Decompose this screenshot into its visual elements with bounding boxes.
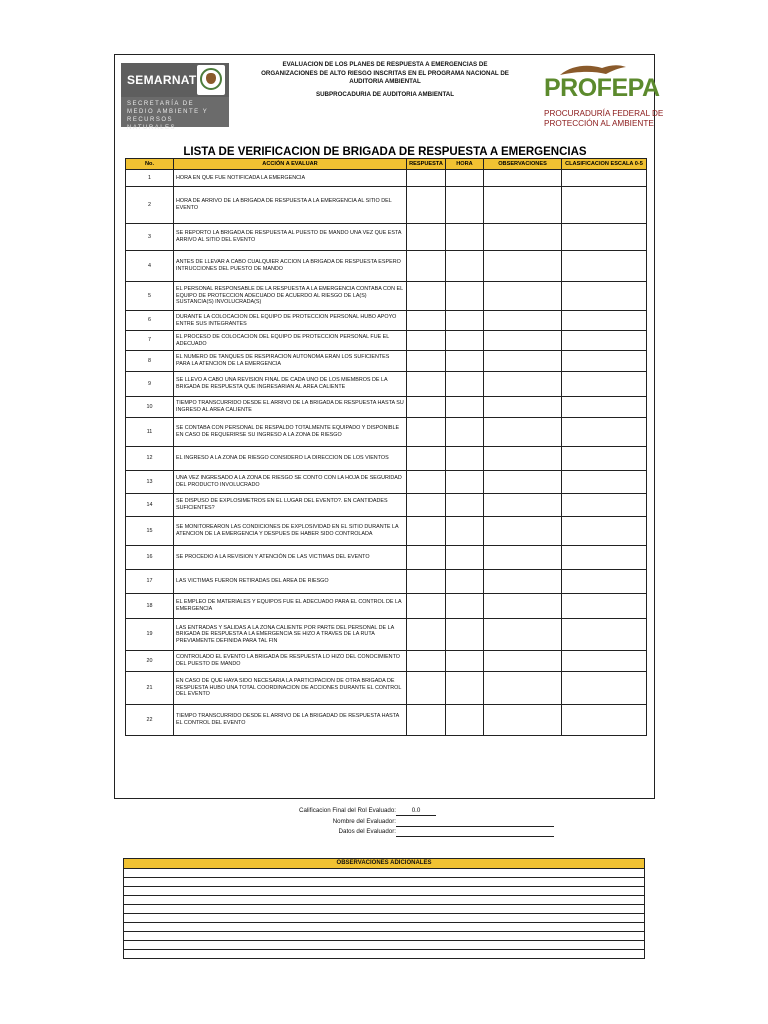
- observation-line[interactable]: [124, 932, 645, 941]
- action-to-evaluate: SE REPORTO LA BRIGADA DE RESPUESTA AL PUESTO DE MANDO UNA VEZ QUE ESTA ARRIVO AL SITIO DEL EVENTO: [174, 224, 407, 251]
- row-number: 3: [126, 224, 174, 251]
- checklist-row: [126, 397, 647, 418]
- time-cell[interactable]: [446, 705, 484, 736]
- observations-cell[interactable]: [484, 418, 562, 447]
- time-cell[interactable]: [446, 570, 484, 594]
- action-to-evaluate: TIEMPO TRANSCURRIDO DESDE EL ARRIVO DE LA BRIGADA DE RESPUESTA HASTA SU INGRESO AL AREA CALIENTE: [174, 397, 407, 418]
- evaluator-data-label: Datos del Evaluador:: [338, 828, 396, 835]
- semarnat-logo: [121, 63, 229, 131]
- checklist-row: [126, 331, 647, 351]
- semarnat-subtitle-line: RECURSOS NATURALES: [127, 117, 177, 131]
- checklist-row: [126, 251, 647, 282]
- action-to-evaluate: EL INGRESO A LA ZONA DE RIESGO CONSIDERO LA DIRECCION DE LOS VIENTOS: [174, 447, 407, 471]
- header-title-line: EVALUACION DE LOS PLANES DE RESPUESTA A EMERGENCIAS DE: [282, 61, 488, 68]
- rating-cell[interactable]: [562, 282, 647, 311]
- checklist-row: [126, 517, 647, 546]
- response-cell[interactable]: [407, 705, 446, 736]
- checklist-row: [126, 471, 647, 494]
- observations-cell[interactable]: [484, 471, 562, 494]
- response-cell[interactable]: [407, 651, 446, 672]
- time-cell[interactable]: [446, 187, 484, 224]
- final-score-label: Calificacion Final del Rol Evaluado:: [299, 807, 396, 814]
- semarnat-name: SEMARNAT: [127, 73, 197, 87]
- observation-line[interactable]: [124, 914, 645, 923]
- action-to-evaluate: CONTROLADO EL EVENTO LA BRIGADA DE RESPUESTA LO HIZO DEL CONOCIMIENTO DEL PUESTO DE MANDO: [174, 651, 407, 672]
- observations-cell[interactable]: [484, 311, 562, 331]
- time-cell[interactable]: [446, 447, 484, 471]
- observations-cell[interactable]: [484, 397, 562, 418]
- rating-cell[interactable]: [562, 311, 647, 331]
- action-to-evaluate: SE PROCEDIO A LA REVISION Y ATENCIÓN DE LAS VICTIMAS DEL EVENTO: [174, 546, 407, 570]
- checklist-row: [126, 594, 647, 619]
- observation-line[interactable]: [124, 896, 645, 905]
- checklist-row: [126, 311, 647, 331]
- action-to-evaluate: TIEMPO TRANSCURRIDO DESDE EL ARRIVO DE LA BRIGADAD DE RESPUESTA HASTA EL CONTROL DEL EVENTO: [174, 705, 407, 736]
- observations-cell[interactable]: [484, 351, 562, 372]
- column-header-response: RESPUESTA: [407, 159, 446, 170]
- row-number: 22: [126, 705, 174, 736]
- response-cell[interactable]: [407, 494, 446, 517]
- column-header-observations: OBSERVACIONES: [484, 159, 562, 170]
- checklist-table: [125, 158, 647, 736]
- column-header-rating: CLASIFICACION ESCALA 0-5: [562, 159, 647, 170]
- response-cell[interactable]: [407, 594, 446, 619]
- checklist-row: [126, 447, 647, 471]
- row-number: 19: [126, 619, 174, 651]
- action-to-evaluate: HORA EN QUE FUE NOTIFICADA LA EMERGENCIA: [174, 170, 407, 187]
- rating-cell[interactable]: [562, 331, 647, 351]
- row-number: 14: [126, 494, 174, 517]
- response-cell[interactable]: [407, 517, 446, 546]
- checklist-row: [126, 705, 647, 736]
- action-to-evaluate: EL PROCESO DE COLOCACION DEL EQUIPO DE PROTECCION PERSONAL FUE EL ADECUADO: [174, 331, 407, 351]
- row-number: 4: [126, 251, 174, 282]
- rating-cell[interactable]: [562, 351, 647, 372]
- action-to-evaluate: LAS VICTIMAS FUERON RETIRADAS DEL AREA DE RIESGO: [174, 570, 407, 594]
- observations-title: OBSERVACIONES ADICIONALES: [124, 859, 645, 869]
- observations-cell[interactable]: [484, 447, 562, 471]
- profepa-name: PROFEPA: [544, 74, 660, 102]
- observation-line[interactable]: [124, 878, 645, 887]
- row-number: 15: [126, 517, 174, 546]
- action-to-evaluate: SE MONITOREARON LAS CONDICIONES DE EXPLOSIVIDAD EN EL SITIO DURANTE LA ATENCION DE LA EMERGENCIA Y DESPUES DE HABER SIDO CONTROLADA: [174, 517, 407, 546]
- observation-line[interactable]: [124, 905, 645, 914]
- rating-cell[interactable]: [562, 418, 647, 447]
- rating-cell[interactable]: [562, 372, 647, 397]
- row-number: 17: [126, 570, 174, 594]
- checklist-header-row: [126, 159, 647, 170]
- checklist-row: [126, 418, 647, 447]
- action-to-evaluate: EL PERSONAL RESPONSABLE DE LA RESPUESTA A LA EMERGENCIA CONTABA CON EL EQUIPO DE PROTECCION ADECUADO DE ACUERDO AL RIESGO DE LA(S) SUSTANCIA(S) INVOLUCRADA(S): [174, 282, 407, 311]
- time-cell[interactable]: [446, 251, 484, 282]
- time-cell[interactable]: [446, 282, 484, 311]
- header-title-line: ORGANIZACIONES DE ALTO RIESGO INSCRITAS EN EL PROGRAMA NACIONAL DE: [261, 69, 509, 77]
- response-cell[interactable]: [407, 224, 446, 251]
- row-number: 21: [126, 672, 174, 705]
- rating-cell[interactable]: [562, 187, 647, 224]
- time-cell[interactable]: [446, 311, 484, 331]
- time-cell[interactable]: [446, 372, 484, 397]
- time-cell[interactable]: [446, 619, 484, 651]
- evaluator-data-field[interactable]: [396, 836, 554, 837]
- rating-cell[interactable]: [562, 471, 647, 494]
- rating-cell[interactable]: [562, 170, 647, 187]
- observation-line[interactable]: [124, 869, 645, 878]
- checklist-row: [126, 372, 647, 397]
- row-number: 20: [126, 651, 174, 672]
- observations-cell[interactable]: [484, 494, 562, 517]
- response-cell[interactable]: [407, 251, 446, 282]
- row-number: 12: [126, 447, 174, 471]
- action-to-evaluate: UNA VEZ INGRESADO A LA ZONA DE RIESGO SE CONTO CON LA HOJA DE SEGURIDAD DEL PRODUCTO INVOLUCRADO: [174, 471, 407, 494]
- semarnat-subtitle-line: MEDIO AMBIENTE Y: [127, 109, 209, 115]
- observations-cell[interactable]: [484, 331, 562, 351]
- rating-cell[interactable]: [562, 570, 647, 594]
- document-header: [245, 61, 525, 99]
- checklist-row: [126, 187, 647, 224]
- observations-cell[interactable]: [484, 546, 562, 570]
- rating-cell[interactable]: [562, 705, 647, 736]
- time-cell[interactable]: [446, 331, 484, 351]
- rating-cell[interactable]: [562, 517, 647, 546]
- semarnat-subtitle-line: SECRETARÍA DE: [127, 101, 195, 107]
- time-cell[interactable]: [446, 471, 484, 494]
- row-number: 5: [126, 282, 174, 311]
- response-cell[interactable]: [407, 187, 446, 224]
- rating-cell[interactable]: [562, 546, 647, 570]
- action-to-evaluate: ANTES DE LLEVAR A CABO CUALQUIER ACCION LA BRIGADA DE RESPUESTA ESPERO INTRUCCIONES DEL PUESTO DE MANDO: [174, 251, 407, 282]
- action-to-evaluate: SE DISPUSO DE EXPLOSIMETROS EN EL LUGAR DEL EVENTO?. EN CANTIDADES SUFICIENTES?: [174, 494, 407, 517]
- row-number: 16: [126, 546, 174, 570]
- profepa-tagline-line: PROTECCIÓN AL AMBIENTE: [544, 118, 654, 128]
- rating-cell[interactable]: [562, 224, 647, 251]
- row-number: 9: [126, 372, 174, 397]
- observation-line[interactable]: [124, 941, 645, 950]
- response-cell[interactable]: [407, 418, 446, 447]
- observations-cell[interactable]: [484, 372, 562, 397]
- row-number: 8: [126, 351, 174, 372]
- response-cell[interactable]: [407, 170, 446, 187]
- observation-line[interactable]: [124, 887, 645, 896]
- time-cell[interactable]: [446, 546, 484, 570]
- observations-cell[interactable]: [484, 651, 562, 672]
- row-number: 13: [126, 471, 174, 494]
- time-cell[interactable]: [446, 594, 484, 619]
- checklist-row: [126, 351, 647, 372]
- time-cell[interactable]: [446, 651, 484, 672]
- response-cell[interactable]: [407, 311, 446, 331]
- observations-cell[interactable]: [484, 672, 562, 705]
- checklist-row: [126, 651, 647, 672]
- observations-cell[interactable]: [484, 705, 562, 736]
- row-number: 2: [126, 187, 174, 224]
- time-cell[interactable]: [446, 672, 484, 705]
- observations-cell[interactable]: [484, 170, 562, 187]
- form-sheet: [114, 54, 664, 799]
- action-to-evaluate: EL NUMERO DE TANQUES DE RESPIRACION AUTONOMA ERAN LOS SUFICIENTES PARA LA ATENCION DE LA EMERGENCIA: [174, 351, 407, 372]
- time-cell[interactable]: [446, 418, 484, 447]
- checklist-row: [126, 494, 647, 517]
- rating-cell[interactable]: [562, 494, 647, 517]
- time-cell[interactable]: [446, 224, 484, 251]
- time-cell[interactable]: [446, 351, 484, 372]
- evaluator-name-field[interactable]: [396, 826, 554, 827]
- action-to-evaluate: DURANTE LA COLOCACION DEL EQUIPO DE PROTECCION PERSONAL HUBO APOYO ENTRE SUS INTEGRANTES: [174, 311, 407, 331]
- mexico-seal-icon: [197, 65, 225, 95]
- rating-cell[interactable]: [562, 251, 647, 282]
- observations-cell[interactable]: [484, 594, 562, 619]
- response-cell[interactable]: [407, 619, 446, 651]
- time-cell[interactable]: [446, 170, 484, 187]
- rating-cell[interactable]: [562, 651, 647, 672]
- rating-cell[interactable]: [562, 447, 647, 471]
- action-to-evaluate: HORA DE ARRIVO DE LA BRIGADA DE RESPUESTA A LA EMERGENCIA AL SITIO DEL EVENTO: [174, 187, 407, 224]
- checklist-row: [126, 224, 647, 251]
- response-cell[interactable]: [407, 351, 446, 372]
- action-to-evaluate: LAS ENTRADAS Y SALIDAS A LA ZONA CALIENTE POR PARTE DEL PERSONAL DE LA BRIGADA DE RESPUESTA A LA EMERGENCIA SE HIZO A TRAVES DE LA RUTA PREVIAMENTE DEFINIDA PARA TAL FIN: [174, 619, 407, 651]
- header-subtitle: SUBPROCADURIA DE AUDITORIA AMBIENTAL: [315, 90, 455, 98]
- action-to-evaluate: SE CONTABA CON PERSONAL DE RESPALDO TOTALMENTE EQUIPADO Y DISPONIBLE EN CASO DE REQUERIRSE SU INGRESO A LA ZONA DE RIESGO: [174, 418, 407, 447]
- time-cell[interactable]: [446, 397, 484, 418]
- observations-cell[interactable]: [484, 517, 562, 546]
- response-cell[interactable]: [407, 546, 446, 570]
- observations-cell[interactable]: [484, 619, 562, 651]
- profepa-tagline-line: PROCURADURÍA FEDERAL DE: [544, 109, 664, 118]
- response-cell[interactable]: [407, 570, 446, 594]
- evaluator-name-label: Nombre del Evaluador:: [332, 818, 396, 825]
- checklist-row: [126, 282, 647, 311]
- action-to-evaluate: EL EMPLEO DE MATERIALES Y EQUIPOS FUE EL ADECUADO PARA EL CONTROL DE LA EMERGENCIA: [174, 594, 407, 619]
- row-number: 6: [126, 311, 174, 331]
- column-header-number: No.: [126, 159, 174, 170]
- action-to-evaluate: SE LLEVO A CABO UNA REVISION FINAL DE CADA UNO DE LOS MIEMBROS DE LA BRIGADA DE RESPUESTA QUE INGRESARIAN AL AREA CALIENTE: [174, 372, 407, 397]
- checklist-row: [126, 170, 647, 187]
- observations-cell[interactable]: [484, 282, 562, 311]
- observations-cell[interactable]: [484, 251, 562, 282]
- response-cell[interactable]: [407, 282, 446, 311]
- column-header-time: HORA: [446, 159, 484, 170]
- response-cell[interactable]: [407, 331, 446, 351]
- response-cell[interactable]: [407, 672, 446, 705]
- time-cell[interactable]: [446, 494, 484, 517]
- checklist-row: [126, 619, 647, 651]
- observations-table: [123, 858, 645, 959]
- observations-cell[interactable]: [484, 224, 562, 251]
- observations-cell[interactable]: [484, 187, 562, 224]
- response-cell[interactable]: [407, 471, 446, 494]
- checklist-row: [126, 570, 647, 594]
- column-header-action: ACCIÓN A EVALUAR: [174, 159, 407, 170]
- form-title: LISTA DE VERIFICACION DE BRIGADA DE RESPUESTA A EMERGENCIAS: [183, 146, 587, 158]
- response-cell[interactable]: [407, 372, 446, 397]
- response-cell[interactable]: [407, 447, 446, 471]
- time-cell[interactable]: [446, 517, 484, 546]
- action-to-evaluate: EN CASO DE QUE HAYA SIDO NECESARIA LA PARTICIPACION DE OTRA BRIGADA DE RESPUESTA HUBO UNA TOTAL COORDINACION DE ACCIONES DURANTE EL CONTROL DEL EVENTO: [174, 672, 407, 705]
- row-number: 10: [126, 397, 174, 418]
- rating-cell[interactable]: [562, 672, 647, 705]
- row-number: 1: [126, 170, 174, 187]
- row-number: 7: [126, 331, 174, 351]
- rating-cell[interactable]: [562, 397, 647, 418]
- row-number: 18: [126, 594, 174, 619]
- final-score-value[interactable]: 0.0: [411, 807, 421, 814]
- observations-cell[interactable]: [484, 570, 562, 594]
- profepa-logo: [544, 63, 664, 141]
- observation-line[interactable]: [124, 923, 645, 932]
- row-number: 11: [126, 418, 174, 447]
- checklist-row: [126, 672, 647, 705]
- header-title-line: AUDITORIA AMBIENTAL: [349, 78, 421, 86]
- rating-cell[interactable]: [562, 619, 647, 651]
- rating-cell[interactable]: [562, 594, 647, 619]
- checklist-row: [126, 546, 647, 570]
- observation-line[interactable]: [124, 950, 645, 959]
- response-cell[interactable]: [407, 397, 446, 418]
